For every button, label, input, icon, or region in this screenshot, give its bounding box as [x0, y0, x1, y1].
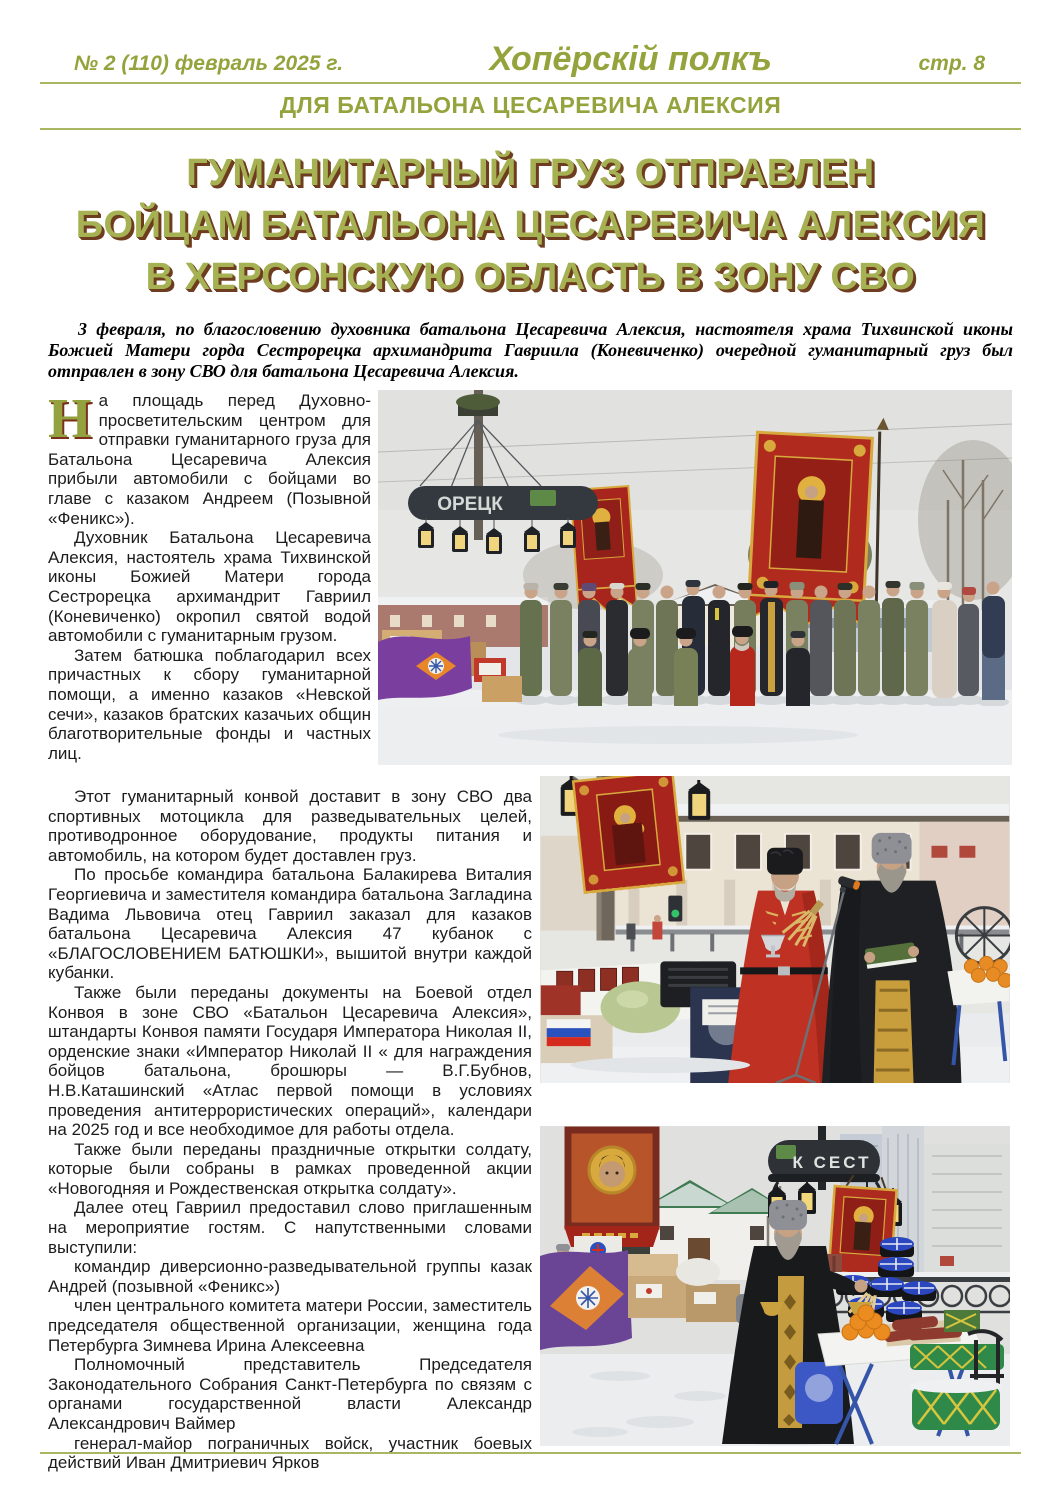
issue-date: № 2 (110) февраль 2025 г. — [74, 52, 344, 75]
photo-blessing-gifts — [540, 1126, 1010, 1446]
divider-rule-bottom — [40, 1452, 1021, 1454]
paragraph-6: Также были переданы документы на Боевой отдел Конвоя в зоне СВО «Батальон Цесаревича Алексия», штандарты Конвоя памяти Государя Императора Николая II, орденские знаки «Император Николай II « для награждения бойцов батальона, брошюры — В.Г.Бубнов, Н.В.Каташинский «Атлас первой помощи в условиях проведения антитеррористических операций», календари на 2025 год и все необходимое для работы отдела. — [48, 982, 532, 1140]
photo-group-blessing — [378, 390, 1012, 765]
paragraph-5: По просьбе командира батальона Балакирева Виталия Георгиевича и заместителя командира батальона Загладина Вадима Львовича отец Гавриил заказал для казаков батальона Цесаревича Алексия 47 кубанок с «БЛАГОСЛОВЕНИЕМ БАТЮШКИ», вышитой внутри каждой кубанки. — [48, 865, 532, 983]
lead-paragraph: 3 февраля, по благословению духовника батальона Цесаревича Алексия, настоятеля храма Тихвинской иконы Божией Матери горда Сестрорецка архимандрита Гавриила (Коневиченко) очередной гуманитарный груз был отправлен в зону СВО для батальона Цесаревича Алексия. — [48, 319, 1013, 381]
article-headline — [0, 147, 1061, 303]
paragraph-4: Этот гуманитарный конвой доставит в зону СВО два спортивных мотоцикла для разведывательных целей, противодронное оборудование, продукты питания и автомобиль, на котором будет доставлен груз. — [48, 787, 532, 865]
masthead — [0, 0, 1061, 82]
photo-2-image — [540, 776, 1010, 1083]
headline-line-3: В ХЕРСОНСКУЮ ОБЛАСТЬ В ЗОНУ СВО — [145, 256, 916, 298]
paragraph-9: командир диверсионно-разведывательной группы казак Андрей (позывной «Феникс») — [48, 1257, 532, 1296]
article-column-left — [48, 388, 371, 763]
drop-cap: Н — [48, 388, 92, 450]
headline-line-1: ГУМАНИТАРНЫЙ ГРУЗ ОТПРАВЛЕН — [186, 152, 875, 194]
paragraph-10: член центрального комитета матери России, заместитель председателя общественной организации, женщина года Петербурга Зимнева Ирина Алексеевна — [48, 1296, 532, 1355]
paragraph-7: Также были переданы праздничные открытки солдату, которые были собраны в рамках проведенной акции «Новогодняя и Рождественская открытка солдату». — [48, 1139, 532, 1198]
page-number: стр. 8 — [918, 52, 985, 75]
newspaper-title: Хопёрскій полкъ — [489, 40, 772, 78]
photo-1-image — [378, 390, 1012, 765]
divider-rule-kicker — [40, 128, 1021, 130]
photo-3-image — [540, 1126, 1010, 1446]
pole-sign-text: ОРЕЦК — [437, 494, 503, 515]
paragraph-2: Духовник Батальона Цесаревича Алексия, настоятель храма Тихвинской иконы Божией Матери города Сестрорецка архимандрит Гавриил (Коневиченко) окропил святой водой автомобили с гуманитарным грузом. — [48, 528, 371, 646]
paragraph-11: Полномочный представитель Председателя Законодательного Собрания Санкт-Петербурга по связям с органами государственной власти Александр Александрович Ваймер — [48, 1355, 532, 1433]
paragraph-12: генерал-майор пограничных войск, участник боевых действий Иван Дмитриевич Ярков — [48, 1433, 532, 1473]
church-banner — [573, 776, 684, 893]
section-kicker: ДЛЯ БАТАЛЬОНА ЦЕСАРЕВИЧА АЛЕКСИЯ — [279, 92, 782, 118]
article-column-lower — [48, 787, 532, 1473]
paragraph-1: На площадь перед Духовно-просветительским центром для отправки гуманитарного груза для Батальона Цесаревича Алексия прибыли автомобили с бойцами во главе с казаком Андреем (Позывной «Феникс»). — [48, 388, 371, 528]
photo-priest-speech — [540, 776, 1010, 1083]
paragraph-3: Затем батюшка поблагодарил всех причастных к сбору гуманитарной помощи, а именно казаков «Невской сечи», казаков братских казачьих общин благотворительные фонды и частных лиц. — [48, 645, 371, 763]
paragraph-8: Далее отец Гавриил предоставил слово приглашенным на мероприятие гостям. С напутственными словами выступили: — [48, 1198, 532, 1257]
pole-sign-text: К СЕСТ — [792, 1153, 872, 1172]
headline-line-2: БОЙЦАМ БАТАЛЬОНА ЦЕСАРЕВИЧА АЛЕКСИЯ — [75, 204, 986, 246]
